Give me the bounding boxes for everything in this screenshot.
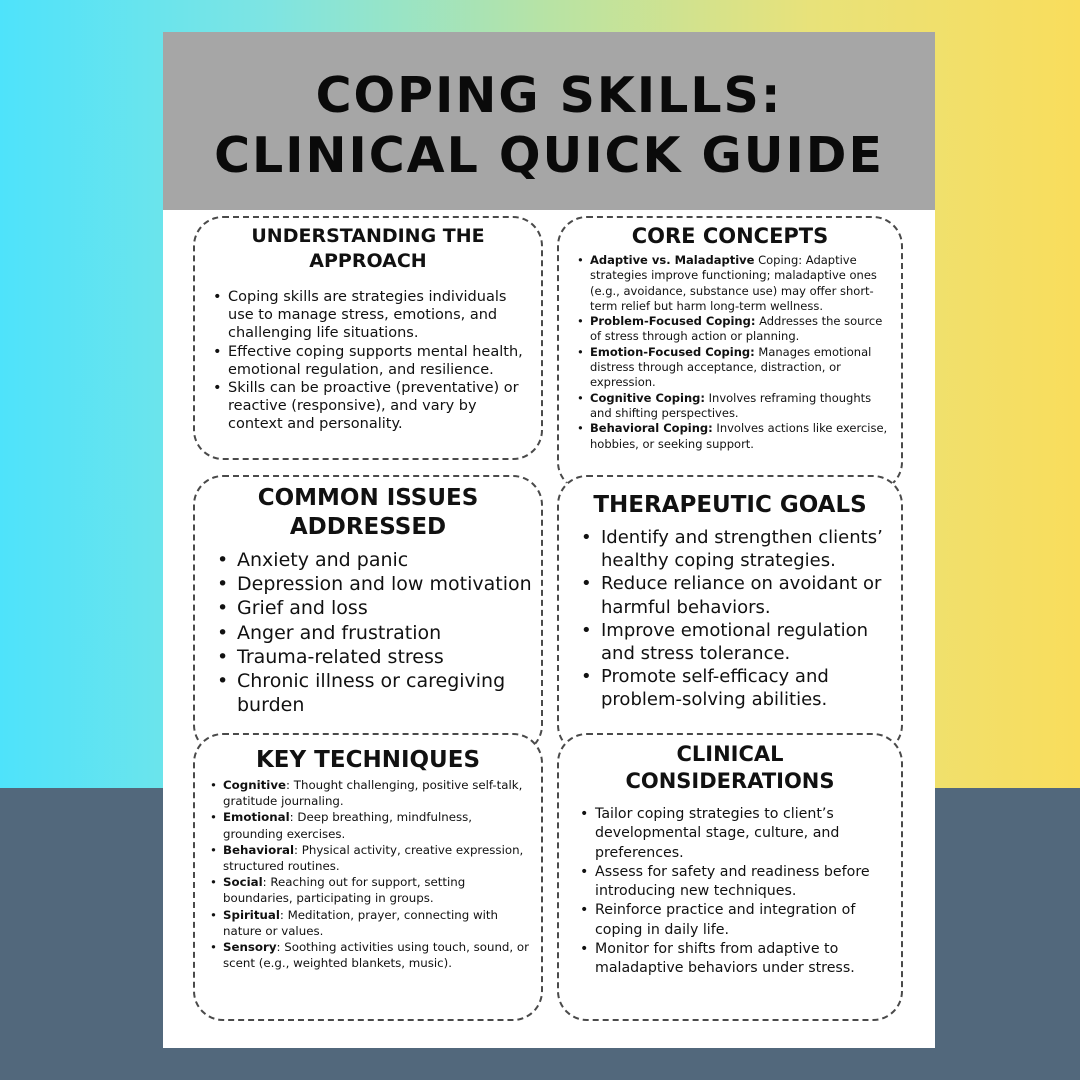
therapeutic-goals-list xyxy=(581,526,893,712)
understanding-list xyxy=(213,288,531,434)
bullet-icon: • xyxy=(217,597,229,620)
card-common-issues xyxy=(193,475,543,755)
page-title-line-2: CLINICAL QUICK GUIDE xyxy=(214,127,884,184)
card-understanding-approach xyxy=(193,216,543,460)
bullet-icon: • xyxy=(577,421,584,436)
list-item: • Spiritual: Meditation, prayer, connecting with nature or values. xyxy=(210,907,498,938)
bullet-icon: • xyxy=(580,902,589,919)
list-item: • Grief and loss xyxy=(217,597,368,620)
list-item: • Chronic illness or caregiving burden xyxy=(217,670,506,717)
list-item: • Behavioral Coping: Involves actions like exercise, hobbies, or seeking support. xyxy=(577,421,888,451)
card-heading: CORE CONCEPTS xyxy=(631,224,829,248)
common-issues-list xyxy=(217,548,535,717)
list-item: • Reduce reliance on avoidant or harmful behaviors. xyxy=(581,573,882,618)
list-item: • Reinforce practice and integration of coping in daily life. xyxy=(580,902,856,938)
bullet-icon: • xyxy=(210,842,217,857)
bullet-icon: • xyxy=(577,344,584,359)
bullet-icon: • xyxy=(213,380,222,397)
bullet-icon: • xyxy=(217,573,229,596)
card-heading: THERAPEUTIC GOALS xyxy=(593,492,867,518)
key-techniques-list xyxy=(210,777,533,971)
list-item: • Assess for safety and readiness before introducing new techniques. xyxy=(580,863,870,900)
bullet-icon: • xyxy=(213,343,222,360)
bullet-icon: • xyxy=(580,941,589,958)
list-item: • Cognitive Coping: Involves reframing thoughts and shifting perspectives. xyxy=(577,390,872,420)
heading-line-1: CLINICAL xyxy=(676,742,784,766)
list-item: • Trauma-related stress xyxy=(217,645,444,668)
bullet-icon: • xyxy=(581,666,592,688)
bullet-icon: • xyxy=(580,863,589,880)
bullet-icon: • xyxy=(210,940,217,955)
card-heading xyxy=(559,741,901,795)
bullet-icon: • xyxy=(210,778,217,792)
heading-line-1: COMMON ISSUES xyxy=(257,485,479,511)
card-heading xyxy=(195,484,541,542)
clinical-considerations-list xyxy=(580,805,893,979)
bullet-icon: • xyxy=(213,289,222,305)
bullet-icon: • xyxy=(581,619,592,641)
bullet-icon: • xyxy=(210,875,217,890)
heading-line-1: UNDERSTANDING THE xyxy=(251,225,485,247)
core-concepts-list xyxy=(577,253,891,452)
list-item: • Emotional: Deep breathing, mindfulness, grounding exercises. xyxy=(210,810,473,841)
guide-sheet xyxy=(163,32,935,1048)
card-clinical-considerations xyxy=(557,733,903,1021)
list-item: • Effective coping supports mental health, emotional regulation, and resilience. xyxy=(213,343,523,378)
list-item: • Tailor coping strategies to client’s developmental stage, culture, and preferences. xyxy=(580,806,840,861)
list-item: • Emotion-Focused Coping: Manages emotional distress through acceptance, distraction, or expression. xyxy=(577,344,872,390)
list-item: • Skills can be proactive (preventative) or reactive (responsive), and vary by context and personality. xyxy=(213,380,519,433)
bullet-icon: • xyxy=(577,253,584,267)
bullet-icon: • xyxy=(577,314,584,329)
heading-line-2: APPROACH xyxy=(309,250,427,272)
bullet-icon: • xyxy=(217,645,229,668)
page-title-line-1: COPING SKILLS: xyxy=(315,67,783,124)
bullet-icon: • xyxy=(210,907,217,922)
card-therapeutic-goals xyxy=(557,475,903,755)
list-item: • Behavioral: Physical activity, creative expression, structured routines. xyxy=(210,842,524,874)
list-item: • Promote self-efficacy and problem-solving abilities. xyxy=(581,666,829,711)
list-item: • Improve emotional regulation and stress tolerance. xyxy=(581,619,869,665)
bullet-icon: • xyxy=(577,390,584,405)
heading-line-2: CONSIDERATIONS xyxy=(625,769,835,793)
card-key-techniques xyxy=(193,733,543,1021)
bullet-icon: • xyxy=(217,621,229,644)
list-item: • Problem-Focused Coping: Addresses the source of stress through action or planning. xyxy=(577,314,883,344)
list-item: • Social: Reaching out for support, setting boundaries, participating in groups. xyxy=(210,875,466,906)
list-item: • Identify and strengthen clients’ healthy coping strategies. xyxy=(581,527,883,572)
list-item: • Depression and low motivation xyxy=(217,573,532,596)
list-item: • Anxiety and panic xyxy=(217,549,409,571)
list-item: • Coping skills are strategies individuals use to manage stress, emotions, and challenging life situations. xyxy=(213,289,507,342)
list-item: • Monitor for shifts from adaptive to maladaptive behaviors under stress. xyxy=(580,941,855,977)
card-heading xyxy=(195,224,541,274)
card-heading: KEY TECHNIQUES xyxy=(255,747,481,773)
card-core-concepts xyxy=(557,216,903,492)
list-item: • Cognitive: Thought challenging, positive self-talk, gratitude journaling. xyxy=(210,778,523,809)
list-item: • Sensory: Soothing activities using touch, sound, or scent (e.g., weighted blankets, music). xyxy=(210,940,529,971)
bullet-icon: • xyxy=(217,670,229,693)
bullet-icon: • xyxy=(580,806,589,822)
heading-line-2: ADDRESSED xyxy=(289,514,447,540)
bullet-icon: • xyxy=(217,549,229,571)
bullet-icon: • xyxy=(581,573,592,595)
title-banner xyxy=(163,32,935,210)
list-item: • Adaptive vs. Maladaptive Coping: Adaptive strategies improve functioning; maladaptive ones (e.g., avoidance, substance use) may offer short-term relief but harm long-term wellness. xyxy=(577,253,877,313)
list-item: • Anger and frustration xyxy=(217,621,442,644)
bullet-icon: • xyxy=(581,527,592,548)
bullet-icon: • xyxy=(210,810,217,825)
